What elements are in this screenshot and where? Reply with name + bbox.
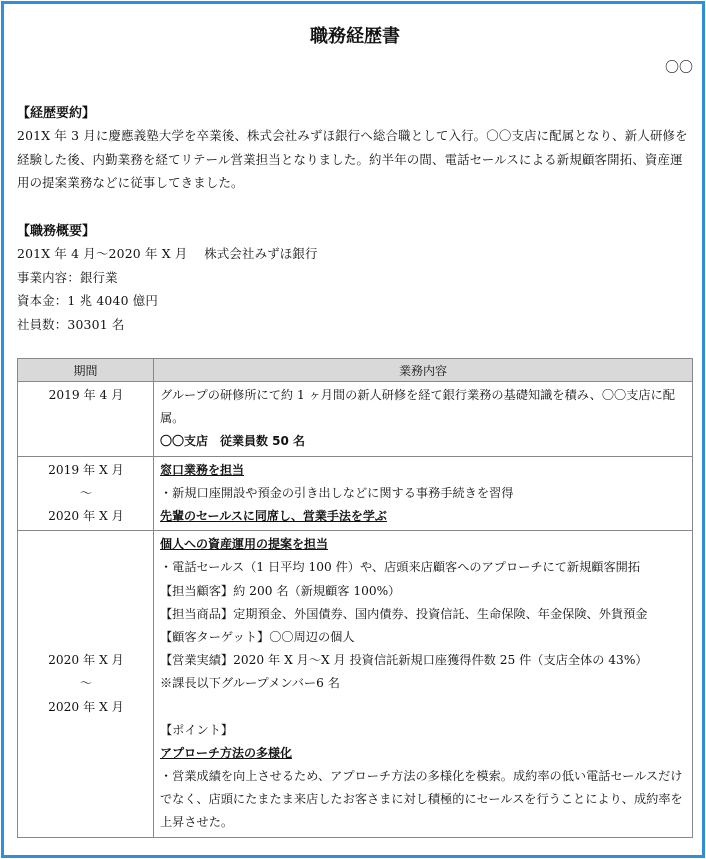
content-cell bbox=[154, 456, 693, 531]
table-row bbox=[18, 456, 693, 531]
content-cell bbox=[154, 382, 693, 457]
content-line: ・営業成績を向上させるため、アプローチ方法の多様化を模索。成約率の低い電話セールスだけでなく、店頭にたまたま来店したお客さまに対し積極的にセールスを行うことにより、成約率を上昇させた。 bbox=[160, 769, 683, 830]
content-line: 【担当商品】定期預金、外国債券、国内債券、投資信託、生命保険、年金保険、外貨預金 bbox=[160, 606, 648, 621]
period-line: ～ bbox=[79, 676, 93, 691]
overview-line: 社員数：30301 名 bbox=[17, 316, 125, 332]
period-cell bbox=[18, 531, 154, 837]
period-line: ～ bbox=[79, 485, 93, 500]
overview-line: 資本金：1 兆 4040 億円 bbox=[17, 293, 158, 308]
period-cell bbox=[18, 456, 154, 531]
table-header-row bbox=[18, 359, 693, 382]
period-line: 2020 年 X 月 bbox=[48, 509, 124, 524]
content-line: ※課長以下グループメンバー6 名 bbox=[160, 676, 340, 691]
summary-text: 201X 年 3 月に慶應義塾大学を卒業後、株式会社みずほ銀行へ総合職として入行。〇〇支店に配属となり、新人研修を経験した後、内勤業務を経てリテール営業担当となりました。約半年の間、電話セールスによる新規顧客開拓、資産運用の提案業務などに従事してきました。 bbox=[17, 128, 688, 190]
summary-heading: 【経歴要約】 bbox=[17, 106, 96, 121]
content-line-underline: 先輩のセールスに同席し、営業手法を学ぶ bbox=[160, 509, 387, 524]
period-line: 2019 年 X 月 bbox=[48, 462, 124, 477]
period-line: 2020 年 X 月 bbox=[48, 653, 124, 668]
header-content: 業務内容 bbox=[154, 359, 693, 382]
overview-heading: 【職務概要】 bbox=[17, 224, 96, 239]
overview-line: 201X 年 4 月～2020 年 X 月 株式会社みずほ銀行 bbox=[17, 246, 318, 261]
content-line-underline: 窓口業務を担当 bbox=[160, 462, 245, 477]
content-line-underline: 個人への資産運用の提案を担当 bbox=[160, 537, 329, 552]
content-line: 【担当顧客】約 200 名（新規顧客 100%） bbox=[160, 583, 401, 598]
table-row bbox=[18, 382, 693, 457]
period-line: 2019 年 4 月 bbox=[48, 388, 124, 402]
document-title: 職務経歴書 bbox=[310, 26, 400, 47]
content-line: ・電話セールス（1 日平均 100 件）や、店頭来店顧客へのアプローチにて新規顧客開拓 bbox=[160, 560, 641, 575]
content-line: 【ポイント】 bbox=[160, 722, 234, 737]
content-line: ・新規口座開設や預金の引き出しなどに関する事務手続きを習得 bbox=[160, 485, 514, 500]
header-period: 期間 bbox=[18, 359, 154, 382]
table-row bbox=[18, 531, 693, 837]
content-spacer bbox=[160, 696, 687, 719]
content-cell bbox=[154, 531, 693, 837]
period-cell bbox=[18, 382, 154, 457]
document-frame bbox=[1, 1, 705, 858]
period-line: 2020 年 X 月 bbox=[48, 699, 124, 714]
content-line-bold: 〇〇支店 従業員数 50 名 bbox=[160, 434, 306, 449]
author-name: 〇〇 bbox=[665, 60, 693, 76]
overview-line: 事業内容：銀行業 bbox=[17, 269, 118, 285]
overview-lines bbox=[17, 242, 693, 336]
career-table bbox=[17, 358, 693, 838]
content-line: 【顧客ターゲット】〇〇周辺の個人 bbox=[160, 630, 355, 645]
content-line: グループの研修所にて約 1 ヶ月間の新人研修を経て銀行業務の基礎知識を積み、〇〇支店に配属。 bbox=[160, 388, 675, 426]
content-line-underline: アプローチ方法の多様化 bbox=[160, 745, 293, 760]
content-line: 【営業実績】2020 年 X 月～X 月 投資信託新規口座獲得件数 25 件（支店全体の 43%） bbox=[160, 653, 648, 668]
